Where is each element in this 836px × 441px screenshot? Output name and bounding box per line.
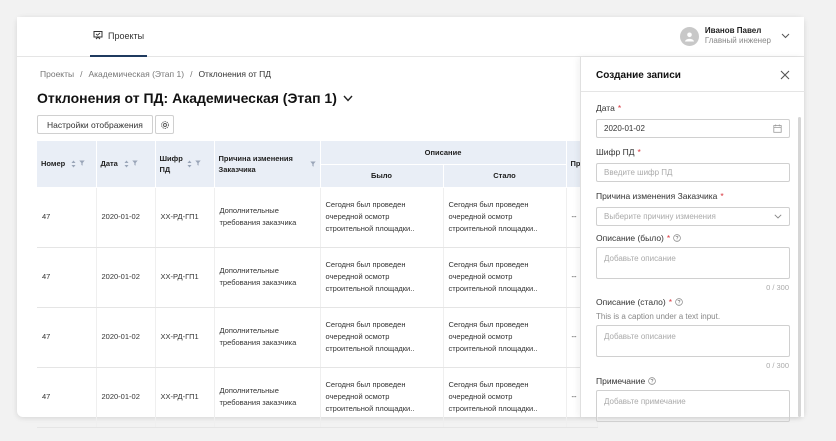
cell-text-line: Сегодня был проведен xyxy=(325,200,406,209)
table-row[interactable] xyxy=(37,187,597,247)
cell-text-line: очередной осмотр xyxy=(448,212,513,221)
label-text: Дата xyxy=(596,103,615,113)
cell-text-line: Дополнительные xyxy=(219,206,279,215)
cell-text-line: строительной площадки.. xyxy=(325,224,415,233)
app-window xyxy=(17,17,804,417)
cell-extra: -- xyxy=(566,307,597,367)
label-text: Описание (было) xyxy=(596,233,664,243)
cell-reason xyxy=(214,367,320,427)
cell-code: ХХ-РД-ГП1 xyxy=(155,367,214,427)
settings-gear-button[interactable] xyxy=(155,115,174,134)
cell-text-line: строительной площадки.. xyxy=(325,404,415,413)
filter-icon[interactable] xyxy=(132,160,138,166)
cell-text-line: очередной осмотр xyxy=(325,392,390,401)
was-field-label xyxy=(596,233,681,243)
cell-text-line: строительной площадки.. xyxy=(325,284,415,293)
table-row[interactable] xyxy=(37,367,597,427)
required-mark: * xyxy=(666,233,671,243)
cell-was xyxy=(320,307,443,367)
cell-text-line: строительной площадки.. xyxy=(448,404,538,413)
required-mark: * xyxy=(668,297,673,307)
breadcrumb-projects[interactable]: Проекты xyxy=(40,69,75,79)
label-text: Описание (стало) xyxy=(596,297,666,307)
column-header-label: Номер xyxy=(41,159,66,169)
date-value: 2020-01-02 xyxy=(604,124,645,133)
cell-became xyxy=(443,307,566,367)
was-textarea[interactable]: Добавьте описание xyxy=(596,247,790,279)
column-header-code[interactable] xyxy=(155,141,214,187)
breadcrumb-project[interactable]: Академическая (Этап 1) xyxy=(88,69,185,79)
cell-was xyxy=(320,367,443,427)
cell-text-line: очередной осмотр xyxy=(325,212,390,221)
sort-icon[interactable] xyxy=(71,160,76,168)
cell-text-line: строительной площадки.. xyxy=(448,224,538,233)
breadcrumb xyxy=(40,69,271,79)
nav-tab-projects-label: Проекты xyxy=(108,31,145,41)
cell-text-line: Сегодня был проведен xyxy=(448,260,529,269)
cell-became xyxy=(443,187,566,247)
note-field-label xyxy=(596,376,656,386)
became-textarea[interactable]: Добавьте описание xyxy=(596,325,790,357)
cell-text-line: строительной площадки.. xyxy=(448,344,538,353)
nav-tab-projects[interactable] xyxy=(90,17,147,57)
cell-date: 2020-01-02 xyxy=(96,187,155,247)
date-field-label xyxy=(596,103,621,113)
cell-text-line: Дополнительные xyxy=(219,326,279,335)
column-header-was: Было xyxy=(320,164,443,187)
cell-reason xyxy=(214,307,320,367)
note-textarea[interactable]: Добавьте примечание xyxy=(596,390,790,422)
cell-extra: -- xyxy=(566,187,597,247)
cell-code: ХХ-РД-ГП1 xyxy=(155,187,214,247)
cell-text-line: очередной осмотр xyxy=(448,332,513,341)
breadcrumb-separator: / xyxy=(190,69,193,79)
cell-number: 47 xyxy=(37,307,96,367)
cell-text-line: Дополнительные xyxy=(219,386,279,395)
column-header-extra: Пр xyxy=(566,141,597,187)
column-header-label: Заказчика xyxy=(218,164,256,174)
column-header-number[interactable] xyxy=(37,141,96,187)
help-icon[interactable] xyxy=(648,377,656,385)
column-header-label: ПД xyxy=(159,164,171,174)
cell-reason xyxy=(214,187,320,247)
divider xyxy=(581,91,805,92)
reason-placeholder: Выберите причину изменения xyxy=(604,212,716,221)
cell-text-line: Сегодня был проведен xyxy=(325,260,406,269)
cell-text-line: требования заказчика xyxy=(219,218,297,227)
cell-text-line: Сегодня был проведен xyxy=(448,320,529,329)
became-caption: This is a caption under a text input. xyxy=(596,312,721,321)
cell-became xyxy=(443,247,566,307)
sort-icon[interactable] xyxy=(187,160,192,168)
column-header-label: Дата xyxy=(100,159,118,169)
label-text: Примечание xyxy=(596,376,646,386)
cell-text-line: очередной осмотр xyxy=(448,272,513,281)
cell-text-line: Сегодня был проведен xyxy=(448,380,529,389)
cell-text-line: строительной площадки.. xyxy=(325,344,415,353)
cell-text-line: очередной осмотр xyxy=(448,392,513,401)
column-header-label: Шифр xyxy=(159,153,183,163)
cell-date: 2020-01-02 xyxy=(96,367,155,427)
cell-code: ХХ-РД-ГП1 xyxy=(155,307,214,367)
cell-number: 47 xyxy=(37,367,96,427)
help-icon[interactable] xyxy=(673,234,681,242)
user-menu[interactable] xyxy=(680,26,790,46)
cell-reason xyxy=(214,247,320,307)
cell-text-line: Сегодня был проведен xyxy=(325,380,406,389)
cell-was xyxy=(320,247,443,307)
cell-became xyxy=(443,367,566,427)
cell-text-line: Дополнительные xyxy=(219,266,279,275)
required-mark: * xyxy=(720,191,724,201)
page-title-text: Отклонения от ПД: Академическая (Этап 1) xyxy=(37,90,337,106)
cell-date: 2020-01-02 xyxy=(96,247,155,307)
required-mark: * xyxy=(617,103,622,113)
became-counter: 0 / 300 xyxy=(766,361,789,370)
table-row[interactable] xyxy=(37,247,597,307)
column-header-became: Стало xyxy=(443,164,566,187)
column-header-description: Описание xyxy=(320,141,566,164)
page-title[interactable] xyxy=(37,90,353,106)
cell-text-line: очередной осмотр xyxy=(325,332,390,341)
cell-text-line: очередной осмотр xyxy=(325,272,390,281)
column-header-reason[interactable] xyxy=(214,141,320,187)
gear-icon xyxy=(160,120,170,130)
user-name: Иванов Павел xyxy=(704,26,762,35)
sort-icon[interactable] xyxy=(124,160,129,168)
cell-text-line: Сегодня был проведен xyxy=(325,320,406,329)
became-field-label xyxy=(596,297,683,307)
user-icon xyxy=(684,31,695,42)
reason-field-label xyxy=(596,191,724,201)
cell-text-line: требования заказчика xyxy=(219,278,297,287)
column-header-date[interactable] xyxy=(96,141,155,187)
table-row[interactable] xyxy=(37,307,597,367)
chevron-down-icon[interactable] xyxy=(781,33,790,39)
filter-icon[interactable] xyxy=(79,160,85,166)
label-text: Причина изменения Заказчика xyxy=(596,191,718,201)
cell-extra: -- xyxy=(566,247,597,307)
required-mark: * xyxy=(637,147,641,157)
avatar xyxy=(680,27,699,46)
code-placeholder: Введите шифр ПД xyxy=(604,168,673,177)
chevron-down-icon[interactable] xyxy=(343,95,353,102)
code-field-label xyxy=(596,147,641,157)
cell-was xyxy=(320,187,443,247)
cell-text-line: строительной площадки.. xyxy=(448,284,538,293)
label-text: Шифр ПД xyxy=(596,147,635,157)
user-role: Главный инженер xyxy=(704,36,771,45)
projects-icon xyxy=(93,30,103,42)
cell-text-line: требования заказчика xyxy=(219,338,297,347)
cell-date: 2020-01-02 xyxy=(96,307,155,367)
deviations-table xyxy=(37,141,597,441)
date-field[interactable] xyxy=(596,119,790,138)
cell-text-line: Сегодня был проведен xyxy=(448,200,529,209)
create-record-panel xyxy=(580,57,804,417)
breadcrumb-current: Отклонения от ПД xyxy=(198,69,272,79)
breadcrumb-separator: / xyxy=(80,69,83,79)
panel-scrollbar[interactable] xyxy=(798,117,801,417)
cell-extra: -- xyxy=(566,367,597,427)
column-header-label: Причина изменения xyxy=(218,153,293,163)
calendar-icon[interactable] xyxy=(773,124,782,133)
cell-code: ХХ-РД-ГП1 xyxy=(155,247,214,307)
chevron-down-icon xyxy=(774,214,782,219)
panel-title: Создание записи xyxy=(596,70,681,81)
was-counter: 0 / 300 xyxy=(766,283,789,292)
close-icon[interactable] xyxy=(780,70,790,80)
top-bar xyxy=(17,17,804,57)
filter-icon[interactable] xyxy=(195,160,201,166)
filter-icon[interactable] xyxy=(310,161,316,167)
code-input[interactable] xyxy=(596,163,790,182)
help-icon[interactable] xyxy=(675,298,683,306)
display-settings-button[interactable]: Настройки отображения xyxy=(37,115,153,134)
cell-number: 47 xyxy=(37,247,96,307)
cell-text-line: требования заказчика xyxy=(219,398,297,407)
cell-number: 47 xyxy=(37,187,96,247)
reason-select[interactable] xyxy=(596,207,790,226)
